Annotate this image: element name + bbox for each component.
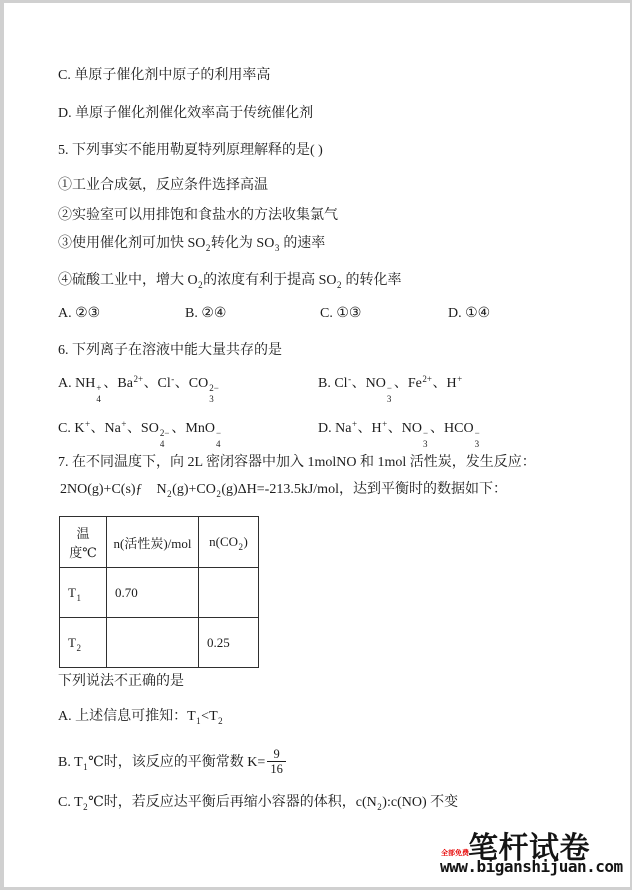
q5-option-b: B. ②④ <box>185 306 227 321</box>
q5-item-2: ②实验室可以用排饱和食盐水的方法收集氯气 <box>58 208 338 223</box>
q6-stem: 6. 下列离子在溶液中能大量共存的是 <box>58 343 282 358</box>
brand-url: www.biganshijuan.com <box>440 857 623 876</box>
table-cell: 0.25 <box>199 618 259 668</box>
q5-option-d: D. ①④ <box>448 306 491 321</box>
q5-item-3: ③使用催化剂可加快 $SO_2$转化为 $SO_3$ 的速率 <box>58 236 326 253</box>
table-cell: $T_2$ <box>60 618 107 668</box>
q7-equation: 2NO(g)+C(s)ƒ $N_2(g)+CO_2(g)\Delta H=-213.5kJ$/mol，达到平衡时的数据如下： <box>60 482 507 499</box>
table-cell: $T_1$ <box>60 568 107 618</box>
q5-item-4: ④硫酸工业中，增大 $O_2$的浓度有利于提高 $SO_2$ 的转化率 <box>58 273 402 290</box>
q7-option-b: B. $T_1℃$时，该反应的平衡常数 K= $\frac{9}{16}$ <box>58 748 286 778</box>
table-cell <box>199 568 259 618</box>
table-header-cell: $n(CO_2)$ <box>199 517 259 568</box>
q5-item-1: ①工业合成氨，反应条件选择高温 <box>58 178 268 193</box>
q7-option-a: A. 上述信息可推知：$T_1<T_2$ <box>58 709 223 726</box>
table-row <box>60 568 259 618</box>
q6-option-b: B. Cl-、NO − 3 、$Fe^{2+}$、H+ <box>318 374 463 404</box>
table-header-cell: 温度℃ <box>60 517 107 568</box>
q6-option-d: D. Na+、H+、NO − 3 、HCO − 3 <box>318 419 480 449</box>
q5-option-c: C. ①③ <box>320 306 362 321</box>
q7-substem: 下列说法不正确的是 <box>58 674 184 689</box>
q5-option-a: A. ②③ <box>58 306 101 321</box>
table-row <box>60 618 259 668</box>
table-header-cell: n(活性炭)/mol <box>107 517 199 568</box>
q4-option-d: D. 单原子催化剂催化效率高于传统催化剂 <box>58 106 314 121</box>
q4-option-c: C. 单原子催化剂中原子的利用率高 <box>58 68 271 83</box>
q7-option-c: C. $T_2℃$时，若反应达平衡后再缩小容器的体积，$c(N_2):c(NO)$ 不变 <box>58 795 459 812</box>
table-cell <box>107 618 199 668</box>
q6-option-a: A. NH + 4 、$Ba^{2+}$、Cl-、CO 2− 3 <box>58 374 219 404</box>
q5-stem: 5. 下列事实不能用勒夏特列原理解释的是( ) <box>58 143 323 158</box>
equilibrium-table <box>59 516 259 668</box>
q7-stem: 7. 在不同温度下，向 2L 密闭容器中加入 1molNO 和 1mol 活性炭，发生反应： <box>58 455 536 470</box>
brand-title: 笔杆试卷 <box>468 832 590 865</box>
brand-tag: 全部免费 <box>441 850 469 857</box>
q6-option-c: C. K+、Na+、SO 2− 4 、MnO − 4 <box>58 419 222 449</box>
table-cell: 0.70 <box>107 568 199 618</box>
